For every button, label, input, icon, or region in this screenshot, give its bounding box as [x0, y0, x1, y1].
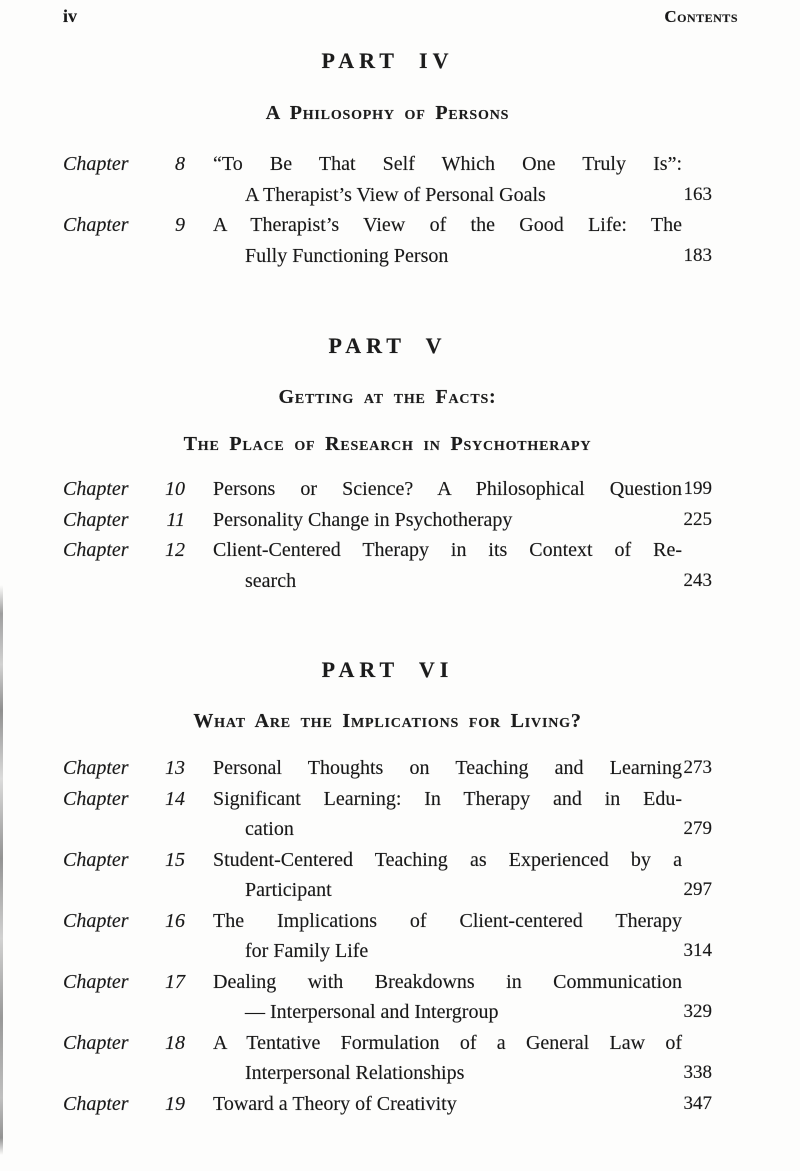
- part-subtitle: What Are the Implications for Living?: [193, 710, 582, 732]
- chapter-title: [185, 906, 682, 967]
- chapter-number: 16: [165, 909, 185, 932]
- chapter-title: [185, 535, 682, 596]
- chapter-page-number: 273: [683, 757, 712, 778]
- chapter-title: [185, 753, 682, 784]
- page-header: [63, 6, 738, 28]
- chapter-number: 19: [165, 1092, 185, 1115]
- chapter-page-number: 347: [683, 1092, 712, 1114]
- chapter-title: [185, 149, 682, 210]
- chapter-number: 11: [166, 508, 185, 531]
- chapter-label: Chapter: [63, 757, 129, 779]
- chapter-title-line: — Interpersonal and Intergroup: [245, 1001, 499, 1023]
- table-of-contents: [63, 49, 712, 1119]
- chapter-page-number: 329: [683, 1001, 712, 1022]
- chapter-entries: [63, 149, 712, 271]
- chapter-page-number: 163: [683, 183, 712, 205]
- chapter-label: Chapter: [63, 909, 129, 932]
- chapter-title-line: Toward a Theory of Creativity: [213, 1092, 457, 1115]
- chapter-title-line: Participant: [245, 879, 332, 901]
- chapter-entries: [63, 474, 712, 596]
- chapter-entry: [63, 845, 712, 906]
- scan-artifact-left-edge: [0, 585, 3, 1155]
- chapter-entry: [63, 505, 712, 536]
- chapter-title-line: Client-Centered Therapy in its Context of Re-: [213, 539, 682, 561]
- chapter-title-line: Dealing with Breakdowns in Communication: [213, 970, 682, 993]
- toc-section: [63, 658, 712, 1119]
- chapter-title-line: Student-Centered Teaching as Experienced by a: [213, 848, 682, 871]
- chapter-entry: [63, 784, 712, 845]
- chapter-label: Chapter: [63, 848, 129, 871]
- part-subtitle: The Place of Research in Psychotherapy: [183, 433, 592, 455]
- toc-section: [63, 49, 712, 271]
- chapter-entries: [63, 753, 712, 1119]
- part-heading: PART V: [328, 333, 447, 358]
- chapter-number: 8: [175, 153, 185, 175]
- chapter-number: 17: [165, 970, 185, 993]
- chapter-number: 18: [165, 1031, 185, 1054]
- chapter-entry: [63, 753, 712, 784]
- chapter-label: Chapter: [63, 539, 129, 561]
- chapter-page-number: 279: [683, 818, 712, 839]
- part-heading: PART IV: [321, 48, 454, 73]
- chapter-title: [185, 845, 682, 906]
- chapter-label: Chapter: [63, 153, 129, 175]
- chapter-entry: [63, 535, 712, 596]
- chapter-page-number: 338: [683, 1062, 712, 1083]
- chapter-label: Chapter: [63, 1031, 129, 1054]
- chapter-title-line: Fully Functioning Person: [245, 244, 449, 267]
- chapter-label: Chapter: [63, 508, 129, 531]
- part-subtitle: A Philosophy of Persons: [265, 102, 510, 124]
- chapter-number: 13: [165, 757, 185, 779]
- chapter-title-line: for Family Life: [245, 940, 369, 962]
- chapter-entry: [63, 149, 712, 210]
- chapter-label: Chapter: [63, 970, 129, 993]
- chapter-title-line: cation: [245, 818, 294, 840]
- chapter-title-line: Persons or Science? A Philosophical Question: [213, 478, 682, 500]
- chapter-label: Chapter: [63, 1092, 129, 1115]
- chapter-number: 9: [175, 214, 185, 236]
- chapter-title-line: A Therapist’s View of the Good Life: The: [213, 214, 682, 236]
- chapter-page-number: 243: [683, 569, 712, 591]
- chapter-entry: [63, 1089, 712, 1120]
- chapter-entry: [63, 967, 712, 1028]
- toc-section: [63, 334, 712, 596]
- chapter-title-line: Interpersonal Relationships: [245, 1062, 465, 1084]
- folio-page-number: iv: [63, 6, 78, 26]
- chapter-page-number: 225: [683, 508, 712, 530]
- chapter-title-line: “To Be That Self Which One Truly Is”:: [213, 153, 682, 175]
- chapter-label: Chapter: [63, 787, 129, 810]
- chapter-entry: [63, 1028, 712, 1089]
- chapter-label: Chapter: [63, 478, 129, 500]
- chapter-page-number: 199: [683, 478, 712, 499]
- chapter-title-line: The Implications of Client-centered Therapy: [213, 909, 682, 932]
- chapter-number: 14: [165, 787, 185, 810]
- running-head: Contents: [664, 7, 738, 26]
- part-subtitle: Getting at the Facts:: [278, 386, 497, 408]
- part-heading: PART VI: [321, 657, 454, 682]
- chapter-title: [185, 210, 682, 271]
- chapter-label: Chapter: [63, 214, 129, 236]
- chapter-page-number: 314: [683, 940, 712, 961]
- chapter-number: 15: [165, 848, 185, 871]
- chapter-title-line: search: [245, 569, 297, 592]
- chapter-entry: [63, 474, 712, 505]
- chapter-title-line: A Tentative Formulation of a General Law of: [213, 1031, 682, 1054]
- chapter-title-line: Personal Thoughts on Teaching and Learning: [213, 757, 682, 779]
- chapter-title-line: A Therapist’s View of Personal Goals: [245, 183, 546, 206]
- chapter-title: [185, 474, 682, 505]
- chapter-title: [185, 505, 682, 536]
- chapter-title: [185, 1028, 682, 1089]
- chapter-entry: [63, 906, 712, 967]
- chapter-title-line: Personality Change in Psychotherapy: [213, 508, 513, 531]
- chapter-title: [185, 967, 682, 1028]
- chapter-number: 10: [165, 478, 185, 500]
- chapter-number: 12: [165, 539, 185, 561]
- chapter-title-line: Significant Learning: In Therapy and in Edu-: [213, 787, 682, 810]
- chapter-page-number: 183: [683, 244, 712, 266]
- chapter-page-number: 297: [683, 879, 712, 900]
- chapter-title: [185, 1089, 682, 1120]
- chapter-entry: [63, 210, 712, 271]
- chapter-title: [185, 784, 682, 845]
